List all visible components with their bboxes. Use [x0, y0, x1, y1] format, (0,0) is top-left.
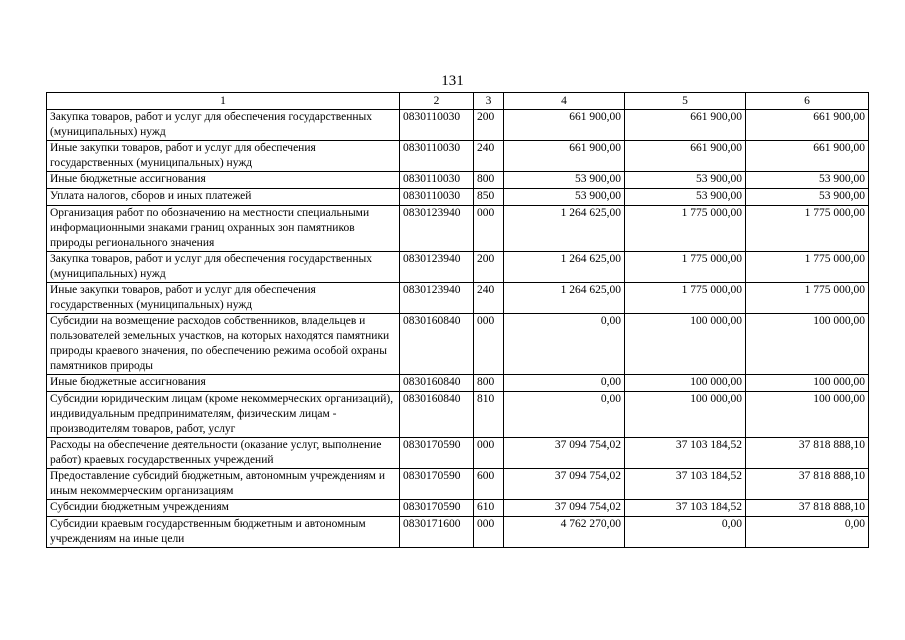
table-row [47, 392, 869, 438]
table-row [47, 141, 869, 172]
row-value-year2-cell: 661 900,00 [625, 110, 746, 141]
row-name-cell: Организация работ по обозначению на местности специальными информационными знаками границ охранных зон памятников природы регионального значения [47, 206, 400, 252]
row-code-cell: 0830110030 [400, 110, 474, 141]
row-value-year2-cell: 37 103 184,52 [625, 438, 746, 469]
table-row [47, 252, 869, 283]
row-code-cell: 0830123940 [400, 283, 474, 314]
page-number: 131 [441, 73, 464, 89]
row-code-cell: 0830171600 [400, 517, 474, 548]
row-value-year3-cell: 100 000,00 [746, 375, 869, 392]
row-code-cell: 0830110030 [400, 141, 474, 172]
col-header-year1: 4 [504, 93, 625, 110]
row-vr-cell: 800 [474, 172, 504, 189]
row-value-year3-cell: 100 000,00 [746, 314, 869, 375]
table-row [47, 189, 869, 206]
row-vr-cell: 610 [474, 500, 504, 517]
row-value-year2-cell: 100 000,00 [625, 392, 746, 438]
row-code-cell: 0830110030 [400, 172, 474, 189]
row-value-year1-cell: 4 762 270,00 [504, 517, 625, 548]
row-value-year1-cell: 37 094 754,02 [504, 469, 625, 500]
row-code-cell: 0830160840 [400, 375, 474, 392]
row-value-year2-cell: 100 000,00 [625, 314, 746, 375]
row-name-cell: Предоставление субсидий бюджетным, автономным учреждениям и иным некоммерческим организациям [47, 469, 400, 500]
row-name-cell: Иные закупки товаров, работ и услуг для обеспечения государственных (муниципальных) нужд [47, 283, 400, 314]
row-name-cell: Субсидии на возмещение расходов собственников, владельцев и пользователей земельных участков, на которых находятся памятники природы краевого значения, по обеспечению режима особой охраны памятников природы [47, 314, 400, 375]
row-vr-cell: 000 [474, 206, 504, 252]
row-code-cell: 0830123940 [400, 206, 474, 252]
row-value-year2-cell: 1 775 000,00 [625, 206, 746, 252]
row-vr-cell: 240 [474, 283, 504, 314]
row-code-cell: 0830160840 [400, 314, 474, 375]
row-value-year3-cell: 661 900,00 [746, 141, 869, 172]
row-value-year3-cell: 0,00 [746, 517, 869, 548]
table-row [47, 314, 869, 375]
row-value-year1-cell: 37 094 754,02 [504, 438, 625, 469]
row-value-year1-cell: 661 900,00 [504, 141, 625, 172]
row-name-cell: Уплата налогов, сборов и иных платежей [47, 189, 400, 206]
table-row [47, 172, 869, 189]
table-row [47, 500, 869, 517]
row-value-year3-cell: 1 775 000,00 [746, 252, 869, 283]
row-value-year3-cell: 1 775 000,00 [746, 206, 869, 252]
table-row [47, 469, 869, 500]
row-vr-cell: 200 [474, 252, 504, 283]
row-value-year3-cell: 53 900,00 [746, 189, 869, 206]
table-row [47, 438, 869, 469]
budget-table [46, 92, 869, 548]
row-name-cell: Субсидии юридическим лицам (кроме некоммерческих организаций), индивидуальным предпринимателям, физическим лицам - производителям товаров, работ, услуг [47, 392, 400, 438]
row-value-year3-cell: 100 000,00 [746, 392, 869, 438]
row-value-year1-cell: 0,00 [504, 392, 625, 438]
row-value-year3-cell: 37 818 888,10 [746, 438, 869, 469]
row-value-year1-cell: 37 094 754,02 [504, 500, 625, 517]
row-value-year2-cell: 100 000,00 [625, 375, 746, 392]
row-vr-cell: 000 [474, 517, 504, 548]
row-value-year2-cell: 1 775 000,00 [625, 252, 746, 283]
row-vr-cell: 240 [474, 141, 504, 172]
row-value-year2-cell: 661 900,00 [625, 141, 746, 172]
row-value-year3-cell: 1 775 000,00 [746, 283, 869, 314]
row-code-cell: 0830123940 [400, 252, 474, 283]
row-name-cell: Субсидии бюджетным учреждениям [47, 500, 400, 517]
row-code-cell: 0830110030 [400, 189, 474, 206]
row-code-cell: 0830170590 [400, 469, 474, 500]
header-row [47, 93, 869, 110]
row-value-year1-cell: 53 900,00 [504, 172, 625, 189]
row-value-year2-cell: 37 103 184,52 [625, 500, 746, 517]
row-value-year1-cell: 0,00 [504, 375, 625, 392]
row-vr-cell: 000 [474, 438, 504, 469]
table-row [47, 206, 869, 252]
row-value-year1-cell: 53 900,00 [504, 189, 625, 206]
row-vr-cell: 800 [474, 375, 504, 392]
col-header-code: 2 [400, 93, 474, 110]
row-value-year3-cell: 53 900,00 [746, 172, 869, 189]
row-value-year1-cell: 1 264 625,00 [504, 252, 625, 283]
row-vr-cell: 000 [474, 314, 504, 375]
row-name-cell: Субсидии краевым государственным бюджетным и автономным учреждениям на иные цели [47, 517, 400, 548]
row-code-cell: 0830160840 [400, 392, 474, 438]
table-body [47, 110, 869, 548]
row-vr-cell: 810 [474, 392, 504, 438]
row-value-year1-cell: 1 264 625,00 [504, 206, 625, 252]
row-name-cell: Расходы на обеспечение деятельности (оказание услуг, выполнение работ) краевых государственных учреждений [47, 438, 400, 469]
row-value-year3-cell: 661 900,00 [746, 110, 869, 141]
col-header-name: 1 [47, 93, 400, 110]
row-value-year1-cell: 661 900,00 [504, 110, 625, 141]
row-vr-cell: 600 [474, 469, 504, 500]
table-row [47, 283, 869, 314]
col-header-year3: 6 [746, 93, 869, 110]
row-value-year3-cell: 37 818 888,10 [746, 500, 869, 517]
row-code-cell: 0830170590 [400, 438, 474, 469]
row-name-cell: Иные бюджетные ассигнования [47, 375, 400, 392]
col-header-vr: 3 [474, 93, 504, 110]
table-row [47, 375, 869, 392]
row-name-cell: Иные закупки товаров, работ и услуг для обеспечения государственных (муниципальных) нужд [47, 141, 400, 172]
row-value-year2-cell: 53 900,00 [625, 189, 746, 206]
row-code-cell: 0830170590 [400, 500, 474, 517]
table-row [47, 517, 869, 548]
row-name-cell: Закупка товаров, работ и услуг для обеспечения государственных (муниципальных) нужд [47, 110, 400, 141]
row-value-year2-cell: 0,00 [625, 517, 746, 548]
table-row [47, 110, 869, 141]
col-header-year2: 5 [625, 93, 746, 110]
row-value-year2-cell: 1 775 000,00 [625, 283, 746, 314]
row-vr-cell: 850 [474, 189, 504, 206]
row-value-year3-cell: 37 818 888,10 [746, 469, 869, 500]
row-vr-cell: 200 [474, 110, 504, 141]
row-value-year2-cell: 37 103 184,52 [625, 469, 746, 500]
row-name-cell: Иные бюджетные ассигнования [47, 172, 400, 189]
row-value-year1-cell: 1 264 625,00 [504, 283, 625, 314]
row-value-year2-cell: 53 900,00 [625, 172, 746, 189]
row-name-cell: Закупка товаров, работ и услуг для обеспечения государственных (муниципальных) нужд [47, 252, 400, 283]
row-value-year1-cell: 0,00 [504, 314, 625, 375]
